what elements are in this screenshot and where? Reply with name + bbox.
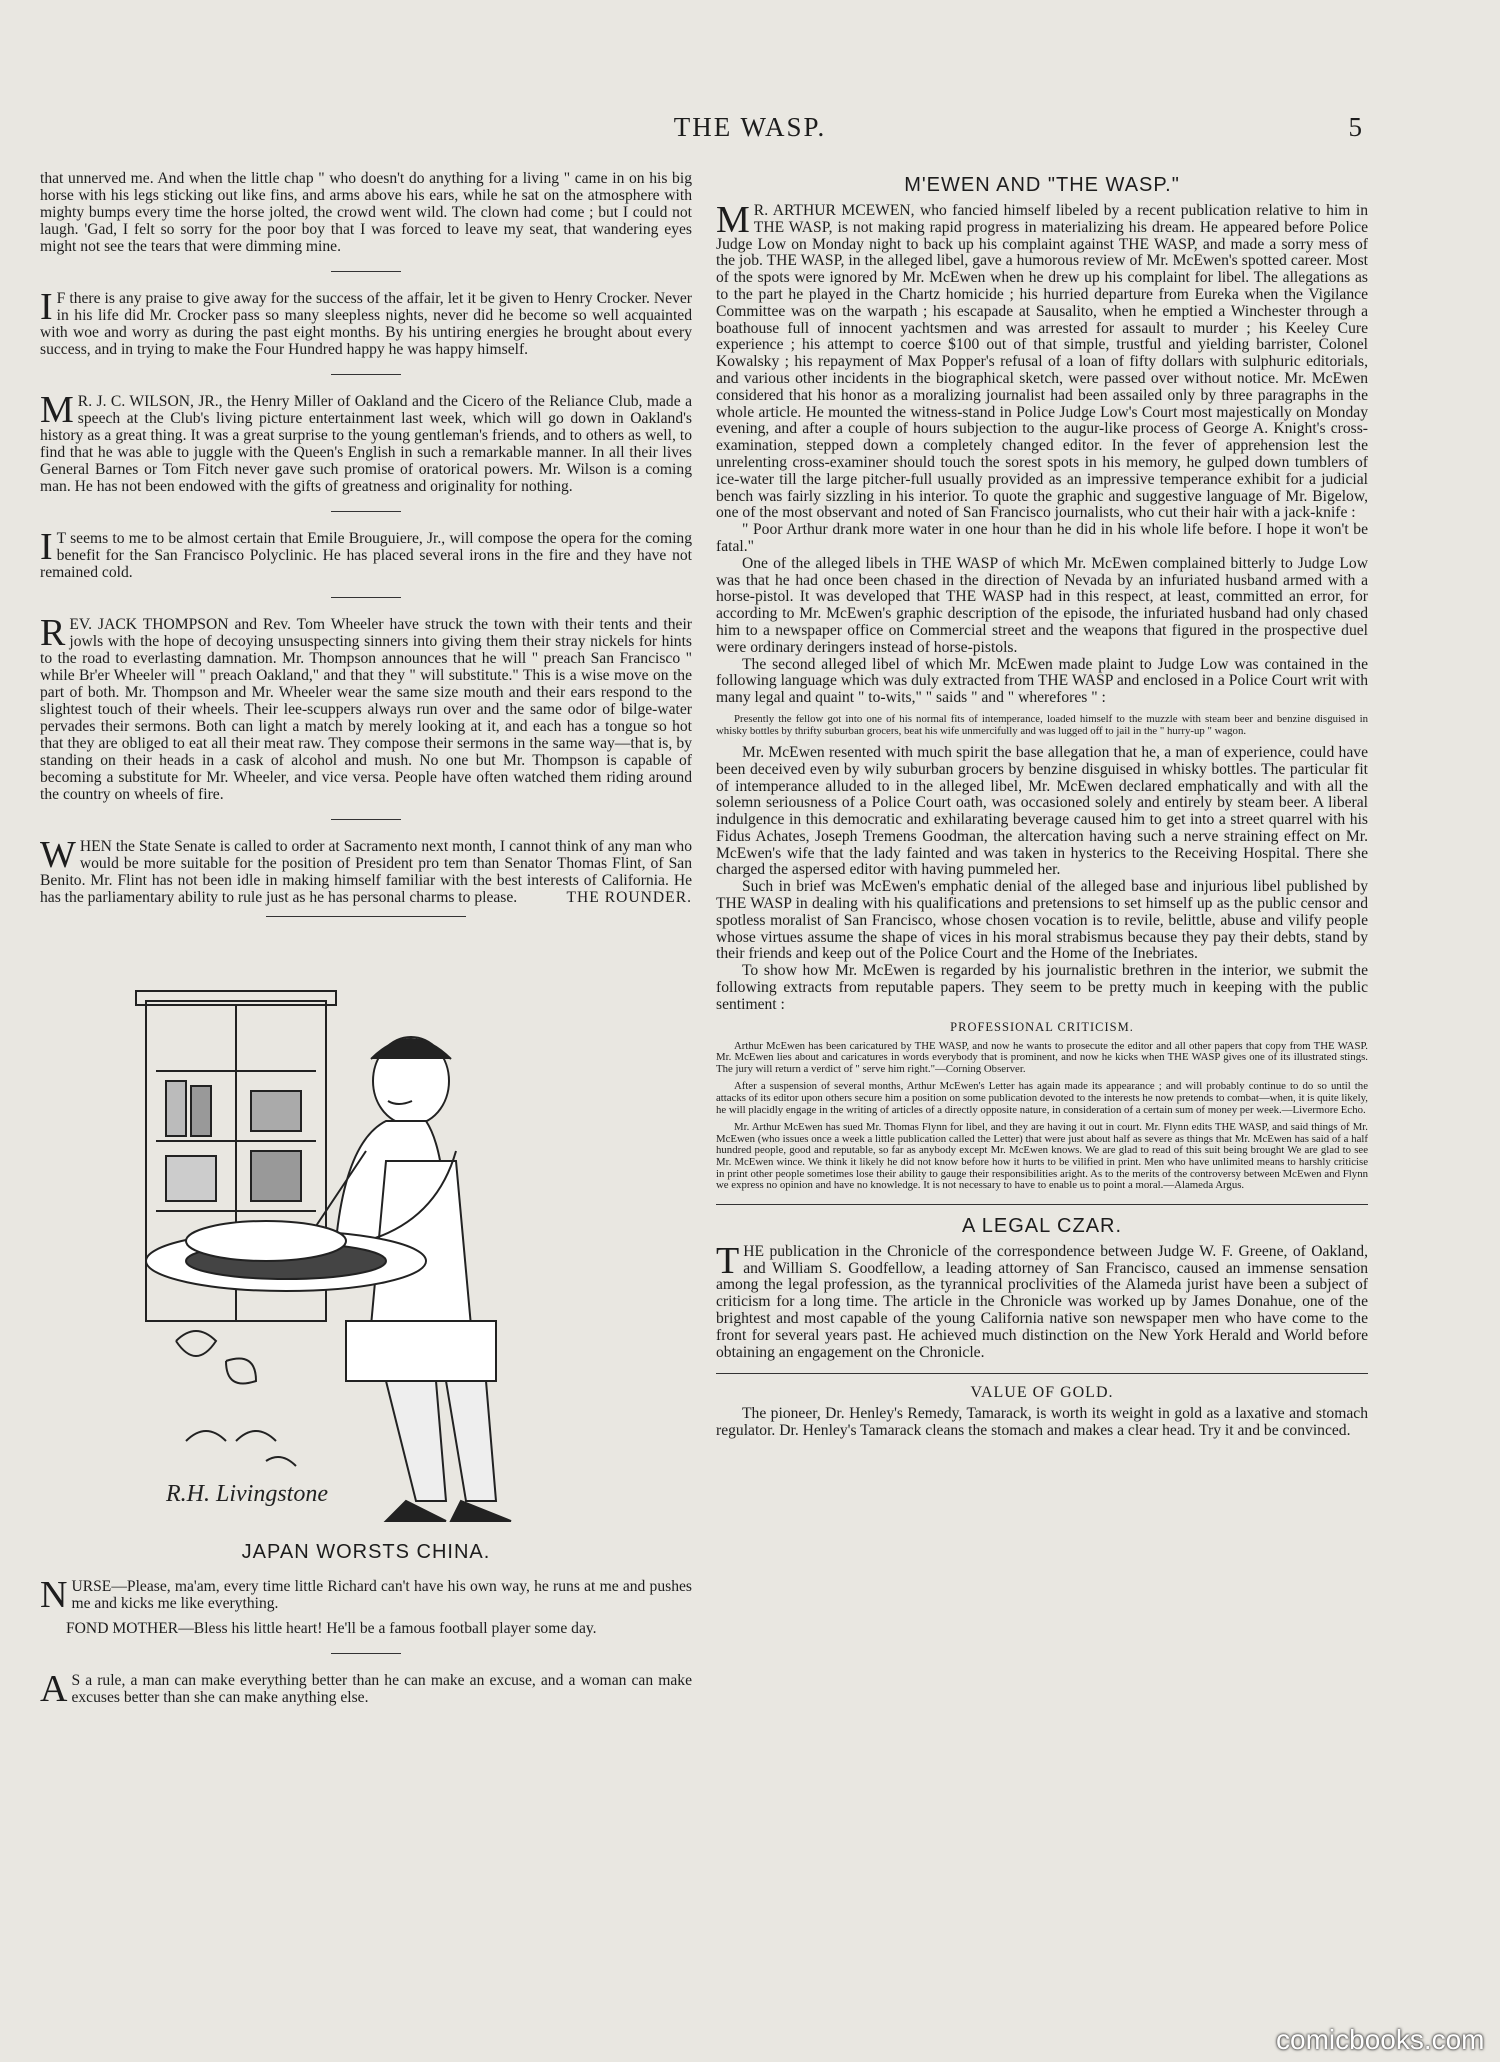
libel-quote: Presently the fellow got into one of his normal fits of intemperance, loaded himself to the muzzle with steam beer and benzine disguised in whisky bottles by thrifty suburban grocers, beat his wife unmercifully and was lugged off to jail in the " hurry-up " wagon.	[716, 712, 1368, 737]
cartoon-illustration	[66, 941, 666, 1531]
page-number: 5	[1348, 112, 1362, 142]
divider	[331, 597, 401, 598]
criticism-extract: After a suspension of several months, Arthur McEwen's Letter has again made its appearance ; and will probably continue to do so until the attacks of its editor upon others secure him a position on some publication devoted to the interests he now pretends to combat—when, it is quite likely, he will placidly engage in the writing of articles of a directly opposite nature, in consideration of a certain sum of money per week.—Livermore Echo.	[716, 1080, 1368, 1116]
divider	[331, 374, 401, 375]
watermark: comicbooks.com	[1276, 2024, 1485, 2055]
divider	[716, 1373, 1368, 1374]
left-item-senate	[40, 834, 692, 906]
left-item-wilson: MR. J. C. WILSON, JR., the Henry Miller of Oakland and the Cicero of the Reliance Club, made a speech at the Club's living picture entertainment last week, which will go down in Oakland's history as a great thing. It was a great surprise to the young gentleman's friends, and to others as well, to find that he was able to juggle with the Queen's English in such a remarkable manner. In all their lives General Barnes or Tom Fitch never gave such promise of oratorical powers. Mr. Wilson is a coming man. He has not been endowed with the gifts of greatness and originality for nothing.	[40, 389, 692, 495]
czar-paragraph: THE publication in the Chronicle of the correspondence between Judge W. F. Greene, of Oakland, and William S. Goodfellow, a leading attorney of San Francisco, caused an immense sensation among the legal profession, as the tyrannical proclivities of the Alameda jurist have been a subject of criticism for a long time. The article in the Chronicle was worked up by James Donahue, one of the brightest and most capable of the young California native son newspaper men who have come to the front for several years past. He achieved much distinction on the New York Herald and World before obtaining an engagement on the Chronicle.	[716, 1239, 1368, 1361]
article-paragraph: Mr. McEwen resented with much spirit the base allegation that he, a man of experience, could have been deceived even by wily suburban grocers by benzine disguised in whisky bottles. The particular fit of intemperance alluded to in the alleged libel, Mr. McEwen declared emphatically and with all the solemn seriousness of a Police Court oath, was occasioned solely and entirely by steam beer. A liberal indulgence in this democratic and exhilarating beverage caused him to get into a street quarrel with his Fidus Achates, Joseph Tremens Goodman, the altercation having such a nerve straining effect on Mr. McEwen's wife that the lady fainted and was taken in hysterics to the Receiving Hospital. There she charged the aspersed editor with having pummeled her.	[716, 743, 1368, 879]
left-item-brouguiere: IT seems to me to be almost certain that Emile Brouguiere, Jr., will compose the opera for the coming benefit for the San Francisco Polyclinic. He has placed several irons in the fire and they have not remained cold.	[40, 526, 692, 581]
gold-title: VALUE OF GOLD.	[970, 1384, 1114, 1402]
divider	[266, 916, 466, 917]
left-item-continuation: that unnerved me. And when the little chap " who doesn't do anything for a living " came in on his big horse with his legs sticking out like fins, and arms above his ears, while he sat on the atmosphere with mighty bumps every time the horse jolted, the crowd went wild. The clown had come ; but I could not laugh. 'Gad, I felt so sorry for the poor boy that I was forced to leave my seat, that wandering eyes might not see the tears that were dimming mine.	[40, 170, 692, 255]
article-paragraph: " Poor Arthur drank more water in one hour than he did in his whole life before. I hope it won't be fatal."	[716, 521, 1368, 555]
left-item-rule: AS a rule, a man can make everything better than he can make an excuse, and a woman can make excuses better than she can make anything else.	[40, 1668, 692, 1710]
page-header	[0, 112, 1500, 152]
article-paragraph: The second alleged libel of which Mr. McEwen made plaint to Judge Low was contained in the following language which was duly extracted from THE WASP and enclosed in a Police Court writ with many legal and quaint " to-wits," " saids " and " wherefores " :	[716, 655, 1368, 707]
article-paragraph: Such in brief was McEwen's emphatic denial of the alleged base and injurious libel published by THE WASP in dealing with his qualifications and pretensions to set himself up as the public censor and spotless moralist of San Francisco, whose chosen vocation is to revile, belittle, abuse and vilify people whose virtues assume the shape of vices in his moral strabismus because they pay their debts, stand by their friends and keep out of the Police Court and the Home of the Inebriates.	[716, 878, 1368, 963]
cartoon-drawing	[66, 941, 666, 1531]
divider	[716, 1204, 1368, 1205]
column-signature: THE ROUNDER.	[566, 889, 692, 906]
criticism-title: PROFESSIONAL CRITICISM.	[950, 1019, 1134, 1034]
broken-plate	[176, 1331, 216, 1356]
article-paragraph: MR. ARTHUR MCEWEN, who fancied himself libeled by a recent publication relative to him in THE WASP, is not making rapid progress in materializing his dream. He appeared before Police Judge Low on Monday night to back up his complaint against THE WASP, and made a sorry mess of the job. THE WASP, in the alleged libel, gave a humorous review of Mr. McEwen's spotted career. Most of the spots were ignored by Mr. McEwen when he drew up his complaint for libel. The allegations as to the part he played in the Chartz homicide ; his hurried departure from Eureka when the Vigilance Committee was on the warpath ; his escapade at Sausalito, when he emptied a Winchester through a boathouse full of innocent yachtsmen and was arrested for assault to murder ; his Keeley Cure experience ; his attempt to coerce $100 out of that simple, trustful and yielding barrister, Colonel Kowalsky ; his repayment of Max Popper's refusal of a loan of fifty dollars with sulphuric editorials, and various other incidents in the biographical sketch, were passed over without notice. Mr. McEwen considered that his honor as a moralizing journalist had been assailed only by three paragraphs in the whole article. He mounted the witness-stand in Police Judge Low's Court most majestically on Monday evening, and after a couple of hours subjection to the augur-like process of George A. Knight's cross-examination, stepped down a completely changed editor. In the fever of apprehension lest the unrelenting cross-examiner should touch the sorest spots in his memory, he gulped down tumblers of ice-water till the large pitcher-full usually provided as an impressive temperance exhibit for a judicial bench was fairly sizzling in his interior. To quote the graphic and suggestive language of Mr. Bigelow, one of the most observant and noted of San Francisco journalists, who cut their hair with a jack-knife :	[716, 199, 1368, 522]
gold-paragraph: The pioneer, Dr. Henley's Remedy, Tamarack, is worth its weight in gold as a laxative and stomach regulator. Dr. Henley's Tamarack cleans the stomach and makes a clear head. Try it and be convinced.	[716, 1405, 1368, 1440]
mother-dialogue: FOND MOTHER—Bless his little heart! He'll be a famous football player some day.	[66, 1620, 597, 1637]
divider	[331, 511, 401, 512]
running-title: THE WASP.	[673, 112, 827, 142]
article-title: M'EWEN AND "THE WASP."	[904, 174, 1180, 196]
man-legs	[386, 1381, 446, 1501]
article-paragraph: To show how Mr. McEwen is regarded by his journalistic brethren in the interior, we submit the following extracts from reputable papers. They seem to be pretty much in keeping with the public sentiment :	[716, 962, 1368, 1013]
article-paragraph: One of the alleged libels in THE WASP of which Mr. McEwen complained bitterly to Judge Low was that he had once been chased in the direction of Nevada by an infuriated husband armed with a horse-pistol. It was developed that THE WASP had in this respect, at least, committed an error, for according to Mr. McEwen's graphic description of the episode, the infuriated husband had only chased him to a newspaper office on Commercial street and the weapons that figured in the prospective duel were ordinary deringers instead of horse-pistols.	[716, 554, 1368, 656]
criticism-extract: Mr. Arthur McEwen has sued Mr. Thomas Flynn for libel, and they are having it out in court. Mr. Flynn edits THE WASP, and said things of Mr. McEwen (who issues once a week a little publication called the Letter) that were just about half as severe as things that Mr. McEwen has said of a half hundred people, good and reputable, so far as anybody except Mr. McEwen knows. We are glad to read of this suit being brought We are glad to see Mr. McEwen wince. We think it likely he did not know before how it hurts to be vilified in print. Men who have unlimited means to harshly criticise in print other people sometimes lose their ability to gauge their responsibilities aright. As to the merits of the controversy between McEwen and Flynn we express no opinion and have no knowledge. It is not necessary to have to enable us to point a moral.—Alameda Argus.	[716, 1121, 1368, 1192]
left-column	[40, 170, 692, 1714]
nurse-dialogue: NURSE—Please, ma'am, every time little Richard can't have his own way, he runs at me and pushes me and kicks me like everything.	[40, 1574, 692, 1616]
divider	[331, 271, 401, 272]
left-item-thompson: REV. JACK THOMPSON and Rev. Tom Wheeler have struck the town with their tents and their jowls with the hope of decoying unsuspecting sinners into giving them their stray nickels for hints to the road to everlasting damnation. Mr. Thompson announces that he will " preach San Francisco " while Br'er Wheeler will " preach Oakland," and that they " will substitute." This is a wise move on the part of both. Mr. Thompson and Mr. Wheeler wear the same size mouth and their ears respond to the slightest touch of their wheels. Their lee-scuppers always run over and the same odor of bilge-water pervades their sermons. Both can light a match by merely looking at it, and each has a tongue so hot that they are obliged to eat all their meat raw. They compose their sermons in the same way—that is, by standing on their heads in a cask of alcohol and mush. No one but Mr. Thompson is capable of becoming a substitute for Mr. Wheeler, and vice versa. People have often watched them riding around the country on wheels of fire.	[40, 612, 692, 803]
cartoon-caption: JAPAN WORSTS CHINA.	[241, 1541, 491, 1563]
left-item-senate-text: WHEN the State Senate is called to order at Sacramento next month, I cannot think of any man who would be more suitable for the position of President pro tem than Senator Thomas Flint, of San Benito. Mr. Flint has not been idle in making himself familiar with the best interests of California. He has the parliamentary ability to rule just as he has personal charms to please.	[40, 834, 692, 906]
criticism-extract: Arthur McEwen has been caricatured by THE WASP, and now he wants to prosecute the editor and all other papers that copy from THE WASP. Mr. McEwen lies about and caricatures in words everybody that is prominent, and now he kicks when THE WASP gives one of its illustrated stings. The jury will return a verdict of " serve him right."—Corning Observer.	[716, 1039, 1368, 1075]
divider	[331, 1653, 401, 1654]
left-item-crocker: IF there is any praise to give away for the success of the affair, let it be given to Henry Crocker. Never in his life did Mr. Crocker pass so many sleepless nights, never did he become so well acquainted with woe and worry as during the past eight months. By his untiring energies he brought about every success, and in trying to make the Four Hundred happy he was happy himself.	[40, 286, 692, 358]
czar-title: A LEGAL CZAR.	[961, 1214, 1123, 1237]
artist-signature: R.H. Livingstone	[166, 1481, 328, 1507]
divider	[331, 819, 401, 820]
right-column	[716, 170, 1368, 1440]
